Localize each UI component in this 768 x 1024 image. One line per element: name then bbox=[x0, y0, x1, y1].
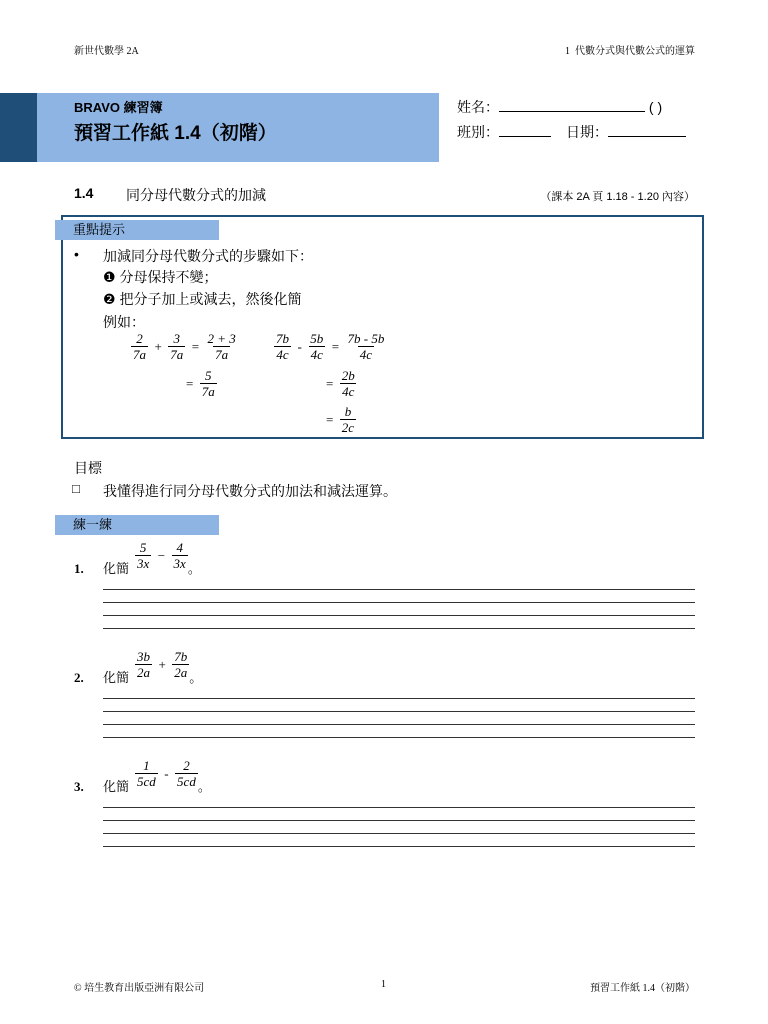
fraction: $\frac{7b}{2a}$ bbox=[174, 649, 188, 680]
question-1-end: 。 bbox=[187, 561, 201, 576]
answer-lines-1[interactable] bbox=[103, 577, 695, 629]
bullet-icon: • bbox=[74, 246, 79, 262]
fraction: $\frac{7b - 5b}{4c}$ bbox=[347, 331, 385, 362]
name-field[interactable] bbox=[457, 97, 662, 117]
worksheet-title: 預習工作紙 1.4（初階） bbox=[74, 123, 277, 144]
fraction: $\frac{1}{5cd}$ bbox=[137, 758, 156, 789]
step-2-marker-icon: ❷ bbox=[103, 291, 116, 307]
name-label: 姓名： bbox=[457, 99, 499, 115]
example-2-line-3 bbox=[324, 404, 356, 435]
equals: = bbox=[326, 375, 334, 391]
question-1 bbox=[74, 537, 201, 577]
operator: + bbox=[154, 338, 162, 354]
question-3 bbox=[74, 755, 211, 795]
date-field[interactable] bbox=[566, 122, 686, 142]
fraction: $\frac{b}{2c}$ bbox=[341, 404, 355, 435]
class-blank[interactable] bbox=[499, 122, 551, 137]
fraction: $\frac{4}{3x}$ bbox=[173, 540, 186, 571]
answer-line[interactable] bbox=[103, 590, 695, 603]
equals: = bbox=[326, 411, 334, 427]
question-3-label: 化簡 bbox=[103, 779, 130, 794]
goal-checkbox[interactable]: □ bbox=[72, 481, 80, 496]
fraction: $\frac{2}{7a}$ bbox=[133, 331, 146, 362]
answer-line[interactable] bbox=[103, 834, 695, 847]
answer-line[interactable] bbox=[103, 712, 695, 725]
answer-lines-3[interactable] bbox=[103, 795, 695, 847]
example-2-line-1 bbox=[274, 331, 386, 362]
example-label: 例如： bbox=[103, 314, 145, 330]
question-3-end: 。 bbox=[197, 779, 211, 794]
answer-line[interactable] bbox=[103, 686, 695, 699]
equals: = bbox=[186, 375, 194, 391]
operator: - bbox=[164, 765, 169, 781]
fraction: $\frac{5}{3x}$ bbox=[137, 540, 150, 571]
banner-accent bbox=[0, 93, 37, 162]
footer-copyright: © 培生教育出版亞洲有限公司 bbox=[74, 983, 205, 994]
operator: - bbox=[297, 338, 302, 354]
answer-line[interactable] bbox=[103, 603, 695, 616]
question-2-label: 化簡 bbox=[103, 670, 130, 685]
footer-worksheet-title: 預習工作紙 1.4（初階） bbox=[590, 983, 695, 994]
question-2-expression bbox=[135, 649, 189, 680]
fraction: $\frac{5}{7a}$ bbox=[201, 368, 215, 399]
step-2-text: 把分子加上或減去，然後化簡 bbox=[119, 291, 302, 307]
keypoint-tag: 重點提示 bbox=[55, 220, 219, 240]
fraction: $\frac{3b}{2a}$ bbox=[137, 649, 151, 680]
practice-tag: 練一練 bbox=[55, 515, 219, 535]
answer-line[interactable] bbox=[103, 616, 695, 629]
keypoint-intro: 加減同分母代數分式的步驟如下： bbox=[103, 248, 313, 264]
example-2-line-2 bbox=[324, 368, 357, 399]
fraction: $\frac{5b}{4c}$ bbox=[310, 331, 324, 362]
question-1-expression bbox=[135, 540, 188, 571]
answer-line[interactable] bbox=[103, 808, 695, 821]
step-1-text: 分母保持不變； bbox=[119, 269, 218, 285]
question-2 bbox=[74, 646, 202, 686]
chapter-title: 代數分式與代數公式的運算 bbox=[575, 46, 695, 57]
equals: = bbox=[331, 338, 340, 354]
class-number-paren: ( ) bbox=[648, 99, 663, 115]
answer-line[interactable] bbox=[103, 699, 695, 712]
name-blank[interactable] bbox=[499, 97, 645, 112]
question-2-end: 。 bbox=[189, 670, 203, 685]
operator: + bbox=[158, 656, 166, 672]
step-2 bbox=[103, 289, 301, 309]
date-label: 日期： bbox=[566, 124, 608, 140]
brand-label: BRAVO 練習簿 bbox=[74, 100, 163, 115]
header-book-title: 新世代數學 2A bbox=[74, 46, 139, 57]
step-1-marker-icon: ❶ bbox=[103, 269, 116, 285]
answer-line[interactable] bbox=[103, 725, 695, 738]
class-label: 班別： bbox=[457, 124, 499, 140]
fraction: $\frac{2}{5cd}$ bbox=[177, 758, 196, 789]
equals: = bbox=[191, 338, 200, 354]
example-1-line-1 bbox=[131, 331, 238, 362]
goal-text: 我懂得進行同分母代數分式的加法和減法運算。 bbox=[103, 483, 397, 499]
fraction: $\frac{7b}{4c}$ bbox=[276, 331, 289, 362]
header-chapter bbox=[565, 42, 695, 57]
footer-page-number: 1 bbox=[381, 979, 386, 990]
fraction: $\frac{3}{7a}$ bbox=[170, 331, 184, 362]
step-1 bbox=[103, 267, 217, 287]
fraction: $\frac{2 + 3}{7a}$ bbox=[207, 331, 236, 362]
question-1-number: 1. bbox=[74, 561, 84, 576]
question-3-number: 3. bbox=[74, 779, 84, 794]
section-number: 1.4 bbox=[74, 185, 94, 201]
textbook-reference: （課本 2A 頁 1.18 - 1.20 內容） bbox=[540, 191, 695, 203]
question-3-expression bbox=[135, 758, 198, 789]
chapter-number: 1 bbox=[565, 46, 570, 57]
answer-line[interactable] bbox=[103, 795, 695, 808]
fraction: $\frac{2b}{4c}$ bbox=[341, 368, 355, 399]
operator: − bbox=[157, 547, 166, 563]
date-blank[interactable] bbox=[608, 122, 686, 137]
answer-lines-2[interactable] bbox=[103, 686, 695, 738]
question-2-number: 2. bbox=[74, 670, 84, 685]
goal-label: 目標 bbox=[74, 460, 102, 476]
answer-line[interactable] bbox=[103, 821, 695, 834]
class-field[interactable] bbox=[457, 122, 551, 142]
example-1-line-2 bbox=[184, 368, 217, 399]
answer-line[interactable] bbox=[103, 577, 695, 590]
section-title: 同分母代數分式的加減 bbox=[126, 187, 266, 203]
question-1-label: 化簡 bbox=[103, 561, 130, 576]
